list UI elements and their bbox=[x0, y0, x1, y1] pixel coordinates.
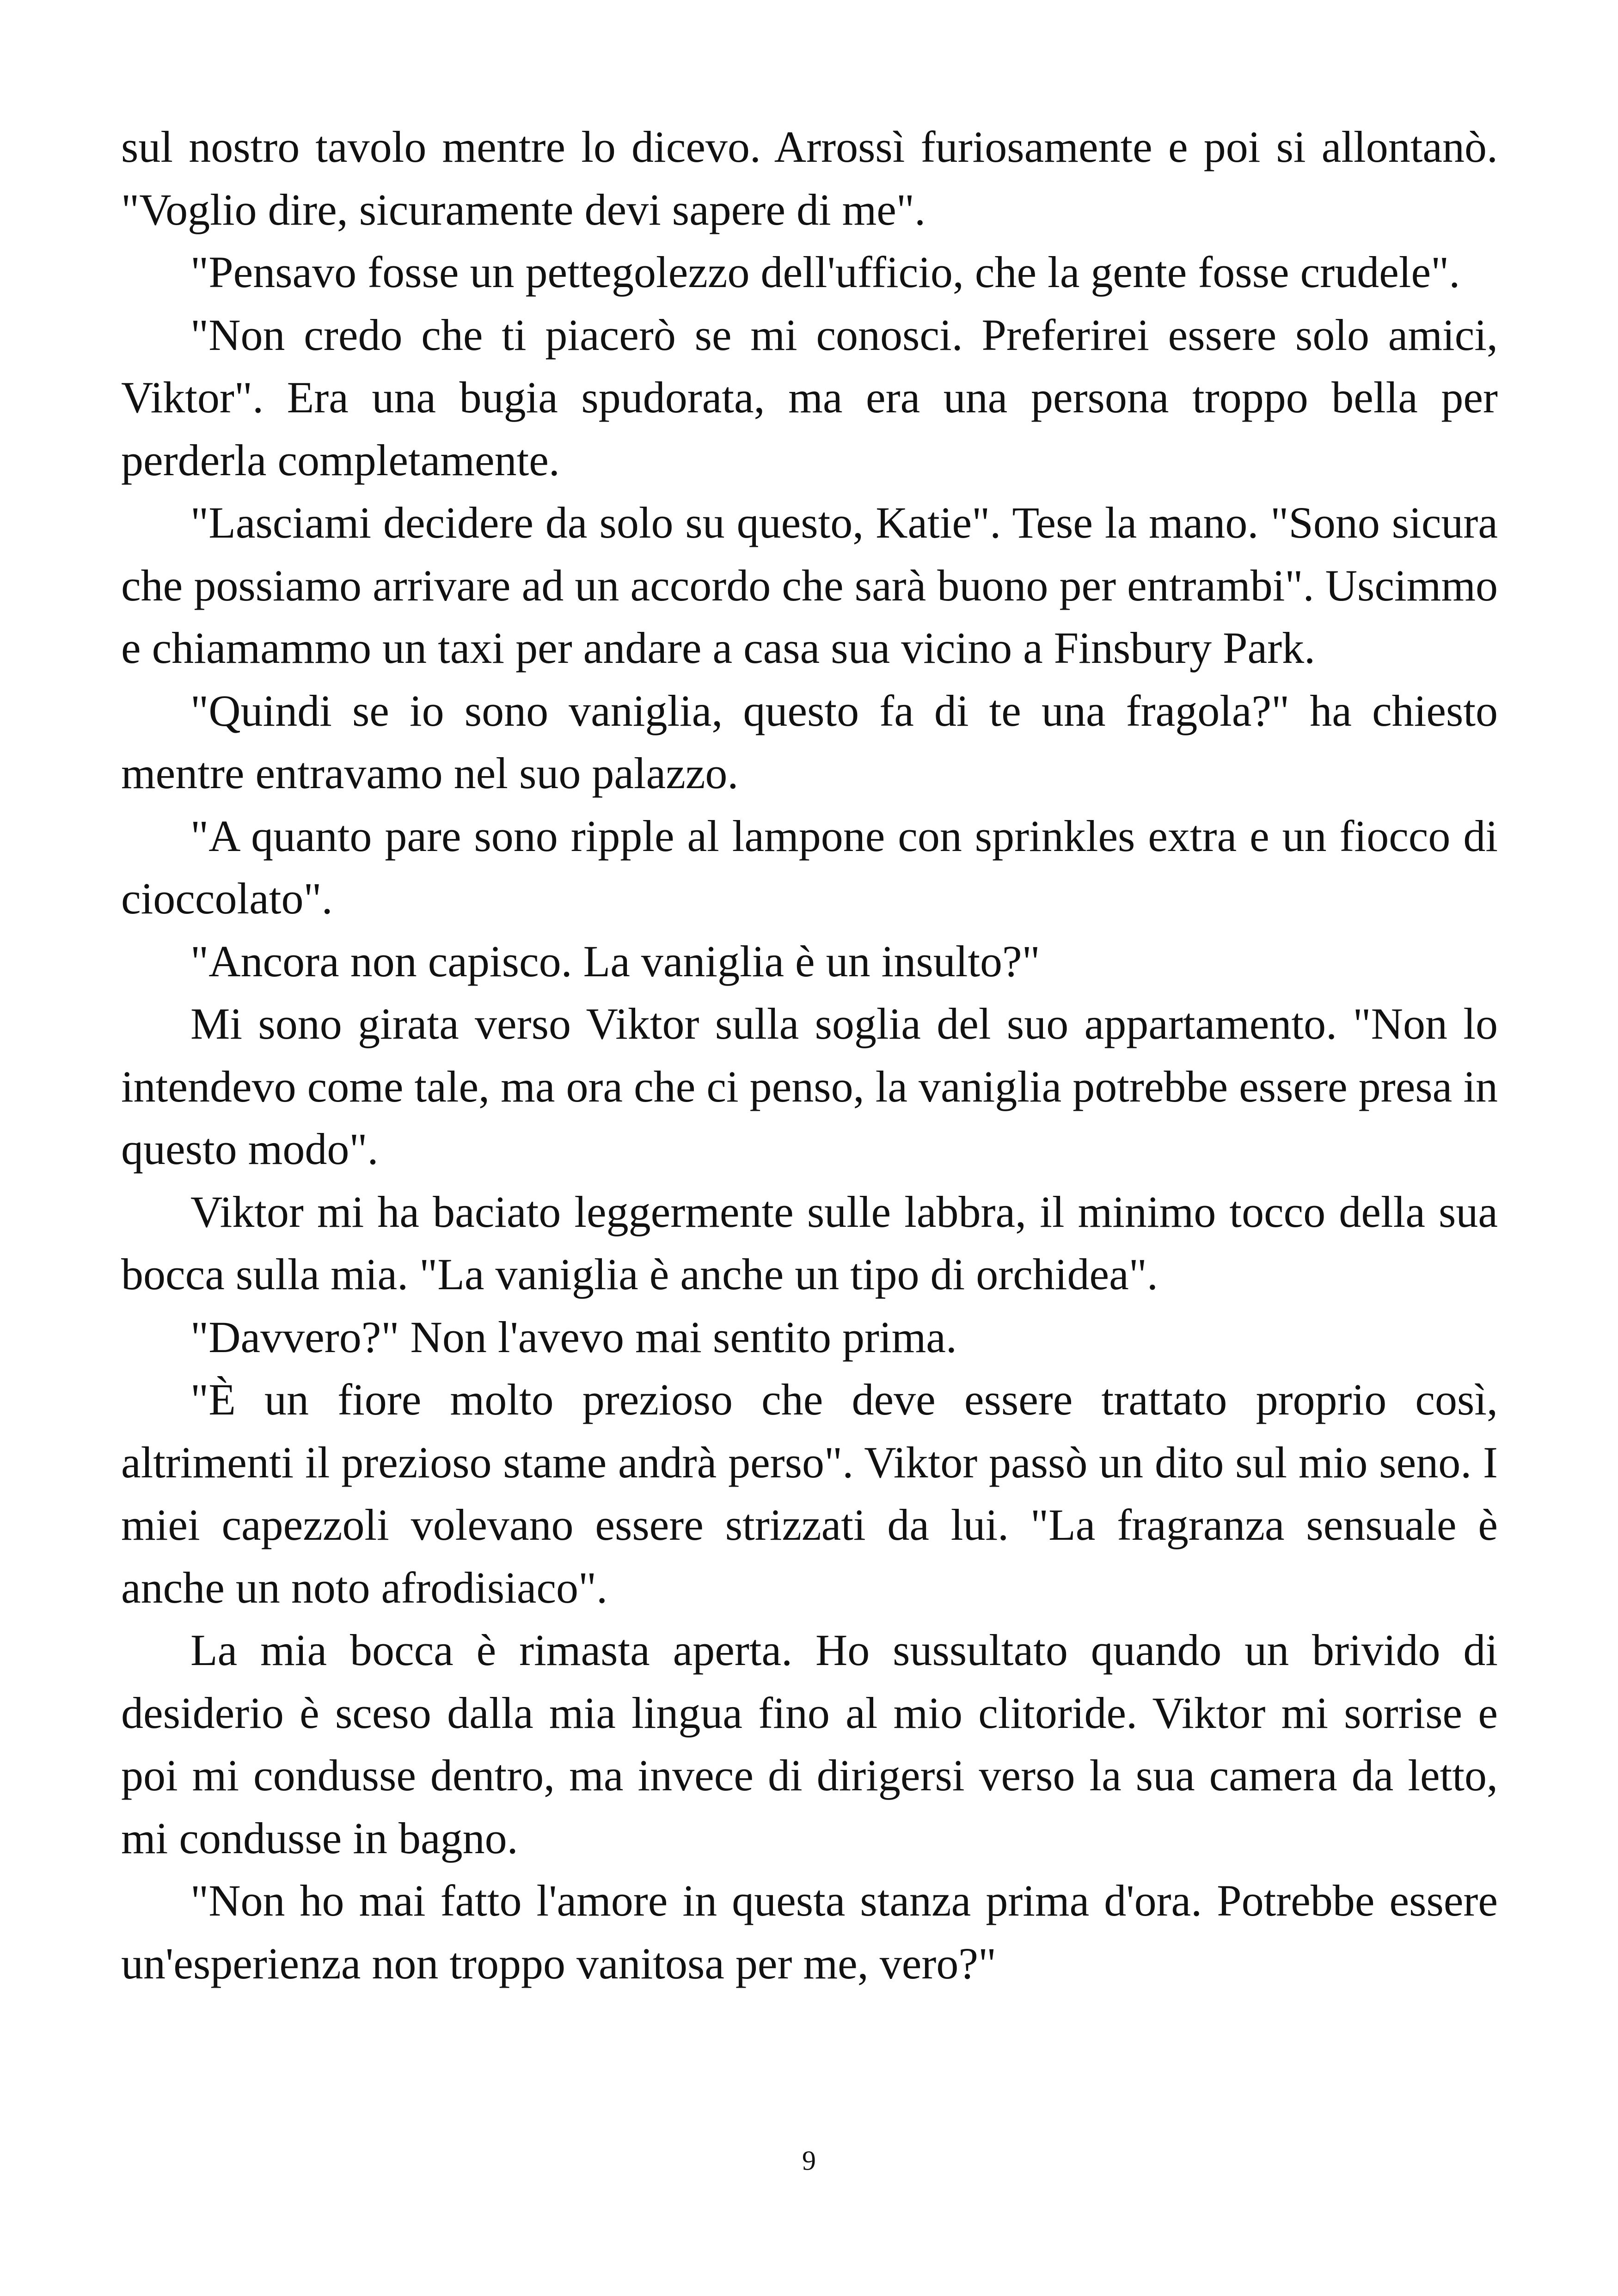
paragraph: "Davvero?" Non l'avevo mai sentito prima. bbox=[190, 1312, 957, 1362]
paragraph: "Non credo che ti piacerò se mi conosci. Preferirei essere solo amici, Viktor". Era una bugia spudorata, ma era una persona troppo bella per perderla completamente. bbox=[121, 310, 1498, 485]
body-text bbox=[121, 116, 1498, 1995]
paragraph: "A quanto pare sono ripple al lampone con sprinkles extra e un fiocco di cioccolato". bbox=[121, 811, 1498, 923]
paragraph: "Ancora non capisco. La vaniglia è un insulto?" bbox=[190, 936, 1040, 986]
paragraph: "Lasciami decidere da solo su questo, Katie". Tese la mano. "Sono sicura che possiamo arrivare ad un accordo che sarà buono per entrambi". Uscimmo e chiamammo un taxi per andare a casa sua vicino a Finsbury Park. bbox=[121, 498, 1498, 673]
paragraph: "Pensavo fosse un pettegolezzo dell'ufficio, che la gente fosse crudele". bbox=[190, 247, 1460, 297]
paragraph: Mi sono girata verso Viktor sulla soglia del suo appartamento. "Non lo intendevo come tale, ma ora che ci penso, la vaniglia potrebbe essere presa in questo modo". bbox=[121, 999, 1498, 1174]
paragraph: Viktor mi ha baciato leggermente sulle labbra, il minimo tocco della sua bocca sulla mia. "La vaniglia è anche un tipo di orchidea". bbox=[121, 1187, 1498, 1299]
page-number: 9 bbox=[802, 2145, 816, 2176]
paragraph: sul nostro tavolo mentre lo dicevo. Arrossì furiosamente e poi si allontanò. "Voglio dire, sicuramente devi sapere di me". bbox=[121, 122, 1498, 234]
paragraph: "Quindi se io sono vaniglia, questo fa di te una fragola?" ha chiesto mentre entravamo nel suo palazzo. bbox=[121, 686, 1498, 798]
paragraph: "Non ho mai fatto l'amore in questa stanza prima d'ora. Potrebbe essere un'esperienza non troppo vanitosa per me, vero?" bbox=[121, 1876, 1498, 1988]
paragraph: "È un fiore molto prezioso che deve essere trattato proprio così, altrimenti il prezioso stame andrà perso". Viktor passò un dito sul mio seno. I miei capezzoli volevano essere strizzati da lui. "La fragranza sensuale è anche un noto afrodisiaco". bbox=[121, 1375, 1498, 1612]
paragraph: La mia bocca è rimasta aperta. Ho sussultato quando un brivido di desiderio è sceso dalla mia lingua fino al mio clitoride. Viktor mi sorrise e poi mi condusse dentro, ma invece di dirigersi verso la sua camera da letto, mi condusse in bagno. bbox=[121, 1625, 1498, 1863]
